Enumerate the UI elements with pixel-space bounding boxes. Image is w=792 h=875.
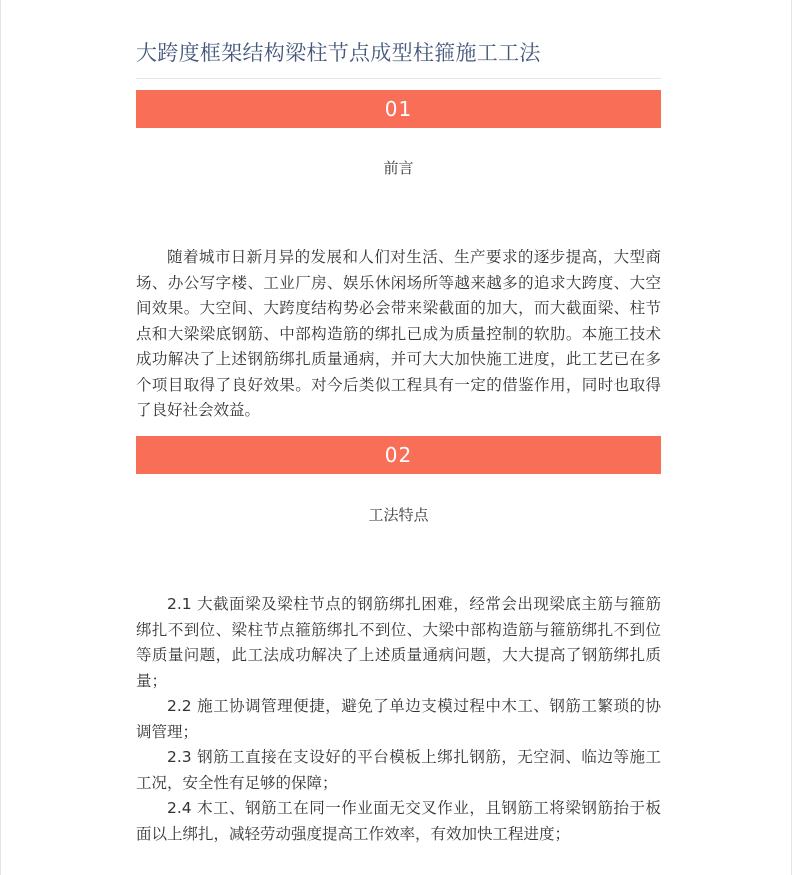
- page-left-edge: [0, 0, 1, 875]
- section-banner-01: 01: [136, 90, 661, 128]
- title-divider: [136, 78, 661, 79]
- feature-point-2-4: 2.4 木工、钢筋工在同一作业面无交叉作业，且钢筋工将梁钢筋抬于板面以上绑扎，减轻劳动强度提高工作效率，有效加快工程进度；: [136, 799, 661, 843]
- article-title: 大跨度框架结构梁柱节点成型柱箍施工工法: [136, 41, 541, 65]
- section-heading-preface: 前言: [383, 159, 414, 177]
- feature-points-list: [136, 592, 661, 847]
- section-banner-02: 02: [136, 436, 661, 474]
- feature-point-2-2: 2.2 施工协调管理便捷，避免了单边支模过程中木工、钢筋工繁琐的协调管理；: [136, 697, 661, 741]
- section-heading-features: 工法特点: [368, 506, 429, 524]
- feature-point-2-3: 2.3 钢筋工直接在支设好的平台模板上绑扎钢筋，无空洞、临边等施工工况，安全性有足够的保障；: [136, 748, 661, 792]
- article: [136, 0, 661, 847]
- feature-point-2-1: 2.1 大截面梁及梁柱节点的钢筋绑扎困难，经常会出现梁底主筋与箍筋绑扎不到位、梁柱节点箍筋绑扎不到位、大梁中部构造筋与箍筋绑扎不到位等质量问题，此工法成功解决了上述质量通病问题，大大提高了钢筋绑扎质量；: [136, 595, 661, 690]
- preface-paragraph: 随着城市日新月异的发展和人们对生活、生产要求的逐步提高，大型商场、办公写字楼、工业厂房、娱乐休闲场所等越来越多的追求大跨度、大空间效果。大空间、大跨度结构势必会带来梁截面的加大，而大截面梁、柱节点和大梁梁底钢筋、中部构造筋的绑扎已成为质量控制的软肋。本施工技术成功解决了上述钢筋绑扎质量通病，并可大大加快施工进度，此工艺已在多个项目取得了良好效果。对今后类似工程具有一定的借鉴作用，同时也取得了良好社会效益。: [136, 248, 661, 419]
